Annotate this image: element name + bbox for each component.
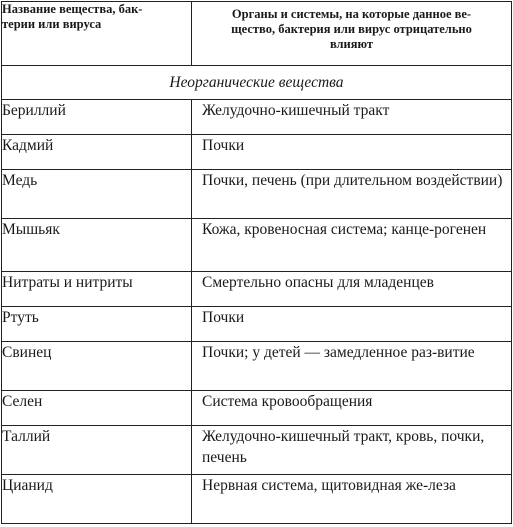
- header-col-effect: [192, 2, 512, 66]
- substance-effect: Желудочно-кишечный тракт, кровь, почки, печень: [192, 426, 512, 475]
- table-row: [2, 342, 512, 391]
- substance-effect: Почки, печень (при длительном воздействии): [192, 170, 512, 219]
- table-row: [2, 272, 512, 307]
- table-row: [2, 135, 512, 170]
- substance-effect: Почки: [192, 307, 512, 342]
- substance-name: Бериллий: [2, 100, 192, 135]
- substance-effect: Кожа, кровеносная система; канце-рогенен: [192, 219, 512, 272]
- table-row: [2, 219, 512, 272]
- substance-name: Таллий: [2, 426, 192, 475]
- substance-effect: Почки: [192, 135, 512, 170]
- substance-name: Нитраты и нитриты: [2, 272, 192, 307]
- substance-effect: Желудочно-кишечный тракт: [192, 100, 512, 135]
- section-title: Неорганические вещества: [2, 66, 512, 100]
- header-col-effect-text: Органы и системы, на которые данное ве- щество, бактерия или вирус отрицательно влияют: [231, 7, 472, 51]
- table-row: [2, 475, 512, 524]
- substance-effect: Нервная система, щитовидная же-леза: [192, 475, 512, 524]
- table-row: [2, 100, 512, 135]
- header-col-substance: [2, 2, 192, 66]
- substance-name: Ртуть: [2, 307, 192, 342]
- substance-name: Медь: [2, 170, 192, 219]
- substances-table: [1, 1, 512, 524]
- table-row: [2, 170, 512, 219]
- section-row: [2, 66, 512, 100]
- header-row: [2, 2, 512, 66]
- substance-name: Мышьяк: [2, 219, 192, 272]
- header-col-substance-text: Название вещества, бак- терии или вируса: [2, 2, 143, 31]
- substance-name: Селен: [2, 391, 192, 426]
- substance-effect: Почки; у детей — замедленное раз-витие: [192, 342, 512, 391]
- substance-effect: Система кровообращения: [192, 391, 512, 426]
- substance-effect: Смертельно опасны для младенцев: [192, 272, 512, 307]
- table-row: [2, 426, 512, 475]
- substance-name: Цианид: [2, 475, 192, 524]
- substance-name: Свинец: [2, 342, 192, 391]
- table-row: [2, 391, 512, 426]
- substance-name: Кадмий: [2, 135, 192, 170]
- table-row: [2, 307, 512, 342]
